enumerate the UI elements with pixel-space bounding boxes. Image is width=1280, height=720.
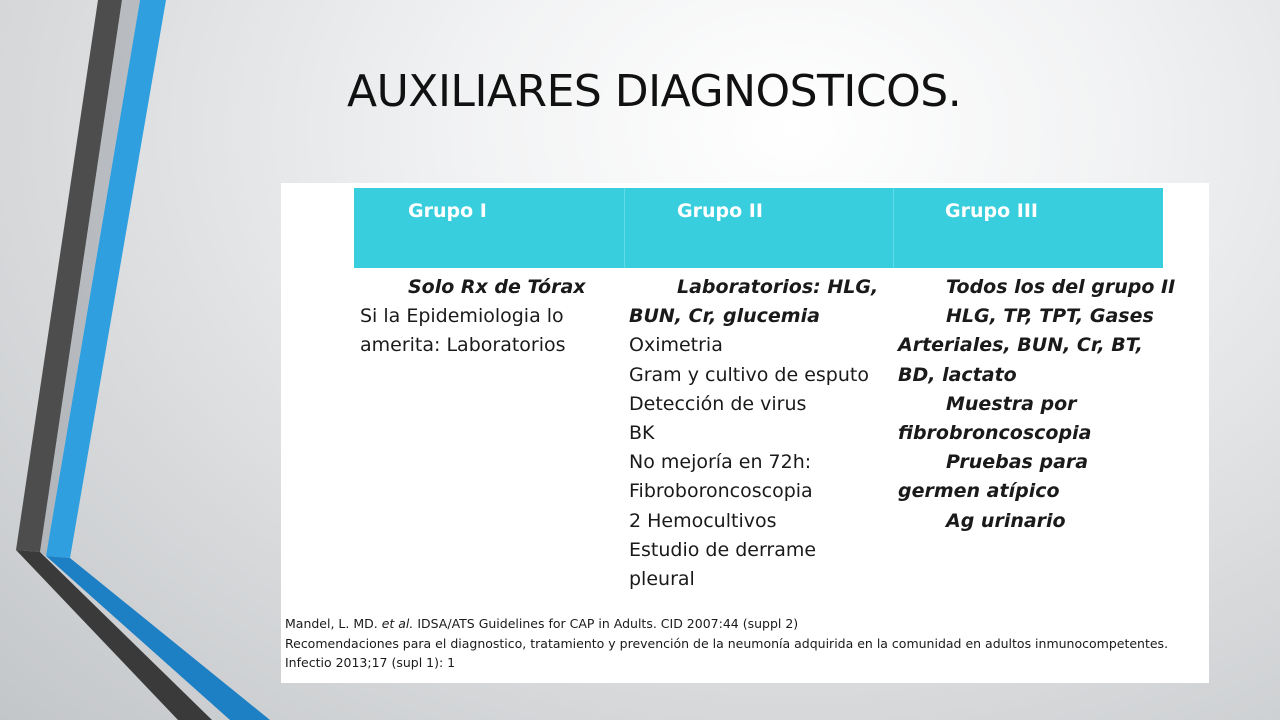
slide-title: AUXILIARES DIAGNOSTICOS. [347,66,962,117]
grupo1-bold-line: Solo Rx de Tórax [408,276,586,298]
header-grupo-2: Grupo II [625,188,894,268]
reference-1-author: Mandel, L. MD. [285,616,382,631]
grupo2-line: Estudio de derrame [629,538,817,561]
diagnostic-table-image [281,183,1209,683]
reference-3: Infectio 2013;17 (supl 1): 1 [285,655,456,670]
table-header-row [354,188,1163,268]
header-grupo-3: Grupo III [945,200,1038,222]
grupo2-bold-line: BUN, Cr, glucemia [629,305,820,328]
grupo1-line: Si la Epidemiologia lo [360,305,564,328]
column-grupo-2 [629,273,878,594]
grupo3-line: Pruebas para [946,451,1089,474]
references [285,614,1168,673]
grupo3-line: Arteriales, BUN, Cr, BT, [898,334,1143,357]
grupo3-line: Muestra por [946,392,1077,415]
grupo3-line: Ag urinario [946,509,1066,532]
grupo3-line: BD, lactato [898,363,1017,386]
grupo2-line: BK [629,422,655,445]
grupo3-line: germen atípico [898,480,1060,503]
grupo2-line: pleural [629,568,695,591]
header-grupo-1: Grupo I [354,188,625,268]
grupo2-line: Gram y cultivo de esputo [629,363,869,386]
column-grupo-1 [360,273,586,361]
grupo2-line: 2 Hemocultivos [629,509,777,532]
reference-1-etal: et al. [381,616,414,631]
grupo2-bold-line: Laboratorios: HLG, [677,276,879,298]
reference-2: Recomendaciones para el diagnostico, tratamiento y prevención de la neumonía adquirida en la comunidad en adultos inmunocompetentes. [285,635,1169,651]
dark-stripe-lower [16,550,212,720]
decorative-stripes [0,0,280,720]
grupo3-line: HLG, TP, TPT, Gases [946,305,1154,328]
grupo2-line: No mejoría en 72h: [629,451,812,474]
grupo2-line: Fibroboroncoscopia [629,480,813,503]
grupo2-line: Detección de virus [629,392,807,415]
reference-1-source: IDSA/ATS Guidelines for CAP in Adults. CID 2007:44 (suppl 2) [413,616,799,631]
column-grupo-3 [898,273,1175,536]
reference-1 [285,614,1168,634]
grupo1-line: amerita: Laboratorios [360,334,566,357]
grupo3-line: fibrobroncoscopia [898,422,1092,445]
grupo3-line: Todos los del grupo II [946,276,1176,298]
grupo2-line: Oximetria [629,334,723,357]
